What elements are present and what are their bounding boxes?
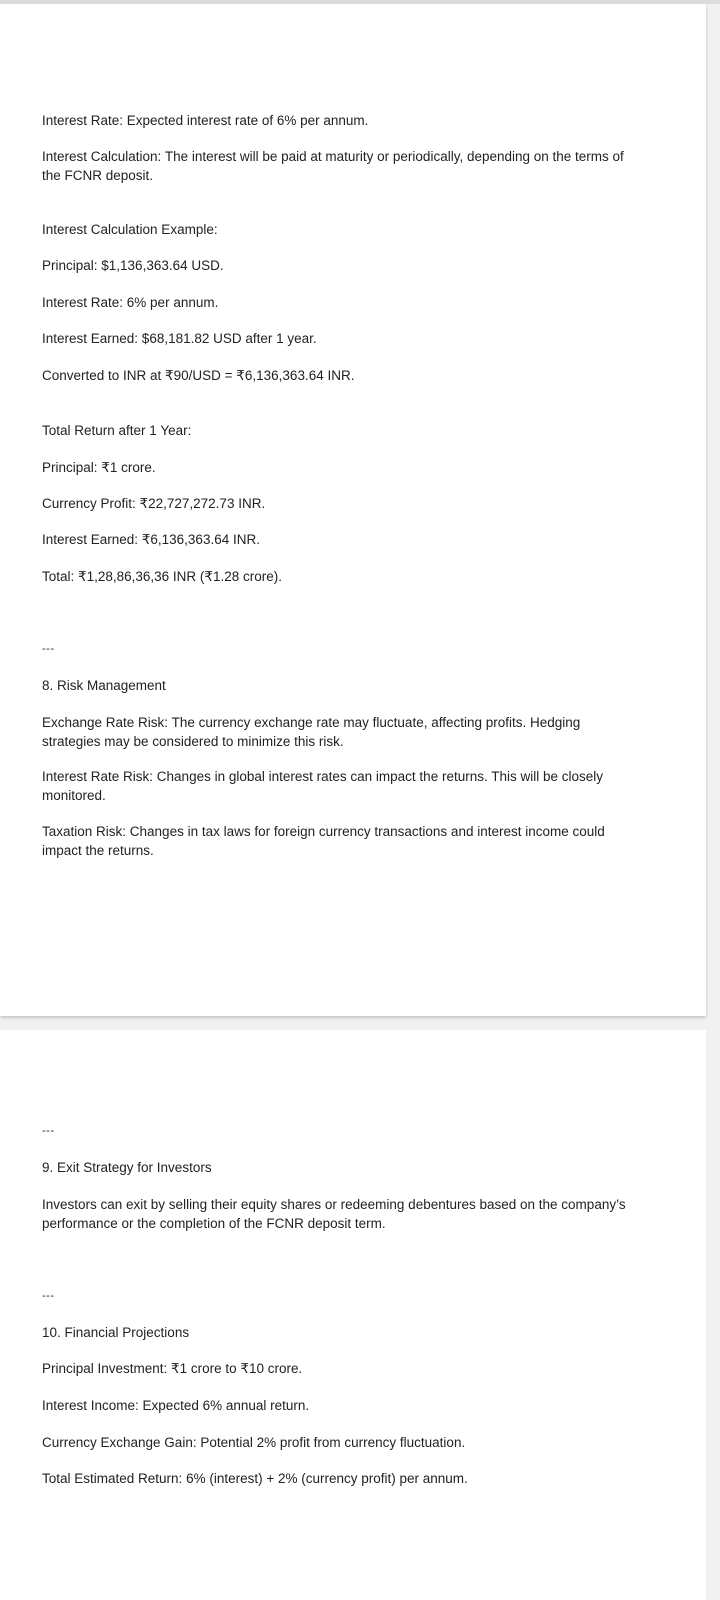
exit-strategy-paragraph: Investors can exit by selling their equity shares or redeeming debentures based on the company’s performance or the completion of the FCNR deposit term. <box>42 1197 626 1231</box>
principal-investment-line: Principal Investment: ₹1 crore to ₹10 crore. <box>42 1361 303 1376</box>
currency-profit-line: Currency Profit: ₹22,727,272.73 INR. <box>42 496 266 511</box>
interest-rate-risk-paragraph: Interest Rate Risk: Changes in global interest rates can impact the returns. This will be closely monitored. <box>42 769 604 803</box>
total-estimated-return-line: Total Estimated Return: 6% (interest) + 2% (currency profit) per annum. <box>42 1471 468 1486</box>
taxation-risk-paragraph: Taxation Risk: Changes in tax laws for foreign currency transactions and interest income could impact the returns. <box>42 824 605 858</box>
section-separator: --- <box>42 643 55 655</box>
exchange-rate-risk-paragraph: Exchange Rate Risk: The currency exchange rate may fluctuate, affecting profits. Hedging strategies may be considered to minimize this risk. <box>42 715 581 749</box>
currency-exchange-gain-line: Currency Exchange Gain: Potential 2% profit from currency fluctuation. <box>42 1435 466 1450</box>
exit-strategy-heading: 9. Exit Strategy for Investors <box>42 1160 212 1175</box>
interest-calculation-line: Interest Calculation: The interest will be paid at maturity or periodically, depending on the terms of the FCNR deposit. <box>42 149 624 183</box>
interest-rate-line: Interest Rate: Expected interest rate of 6% per annum. <box>42 113 369 128</box>
principal-usd-line: Principal: $1,136,363.64 USD. <box>42 258 224 273</box>
section-separator: --- <box>42 1125 55 1137</box>
document-page-1 <box>0 4 706 1016</box>
principal-inr-line: Principal: ₹1 crore. <box>42 460 156 475</box>
interest-earned-inr-line: Interest Earned: ₹6,136,363.64 INR. <box>42 532 260 547</box>
total-line: Total: ₹1,28,86,36,36 INR (₹1.28 crore). <box>42 569 283 584</box>
section-separator: --- <box>42 1290 55 1302</box>
risk-management-heading: 8. Risk Management <box>42 678 166 693</box>
converted-inr-line: Converted to INR at ₹90/USD = ₹6,136,363.64 INR. <box>42 368 355 383</box>
total-return-heading: Total Return after 1 Year: <box>42 423 192 438</box>
financial-projections-heading: 10. Financial Projections <box>42 1325 190 1340</box>
calculation-example-heading: Interest Calculation Example: <box>42 222 218 237</box>
document-page-2 <box>0 1030 706 1600</box>
interest-income-line: Interest Income: Expected 6% annual return. <box>42 1398 310 1413</box>
example-interest-rate-line: Interest Rate: 6% per annum. <box>42 295 219 310</box>
interest-earned-usd-line: Interest Earned: $68,181.82 USD after 1 year. <box>42 331 317 346</box>
